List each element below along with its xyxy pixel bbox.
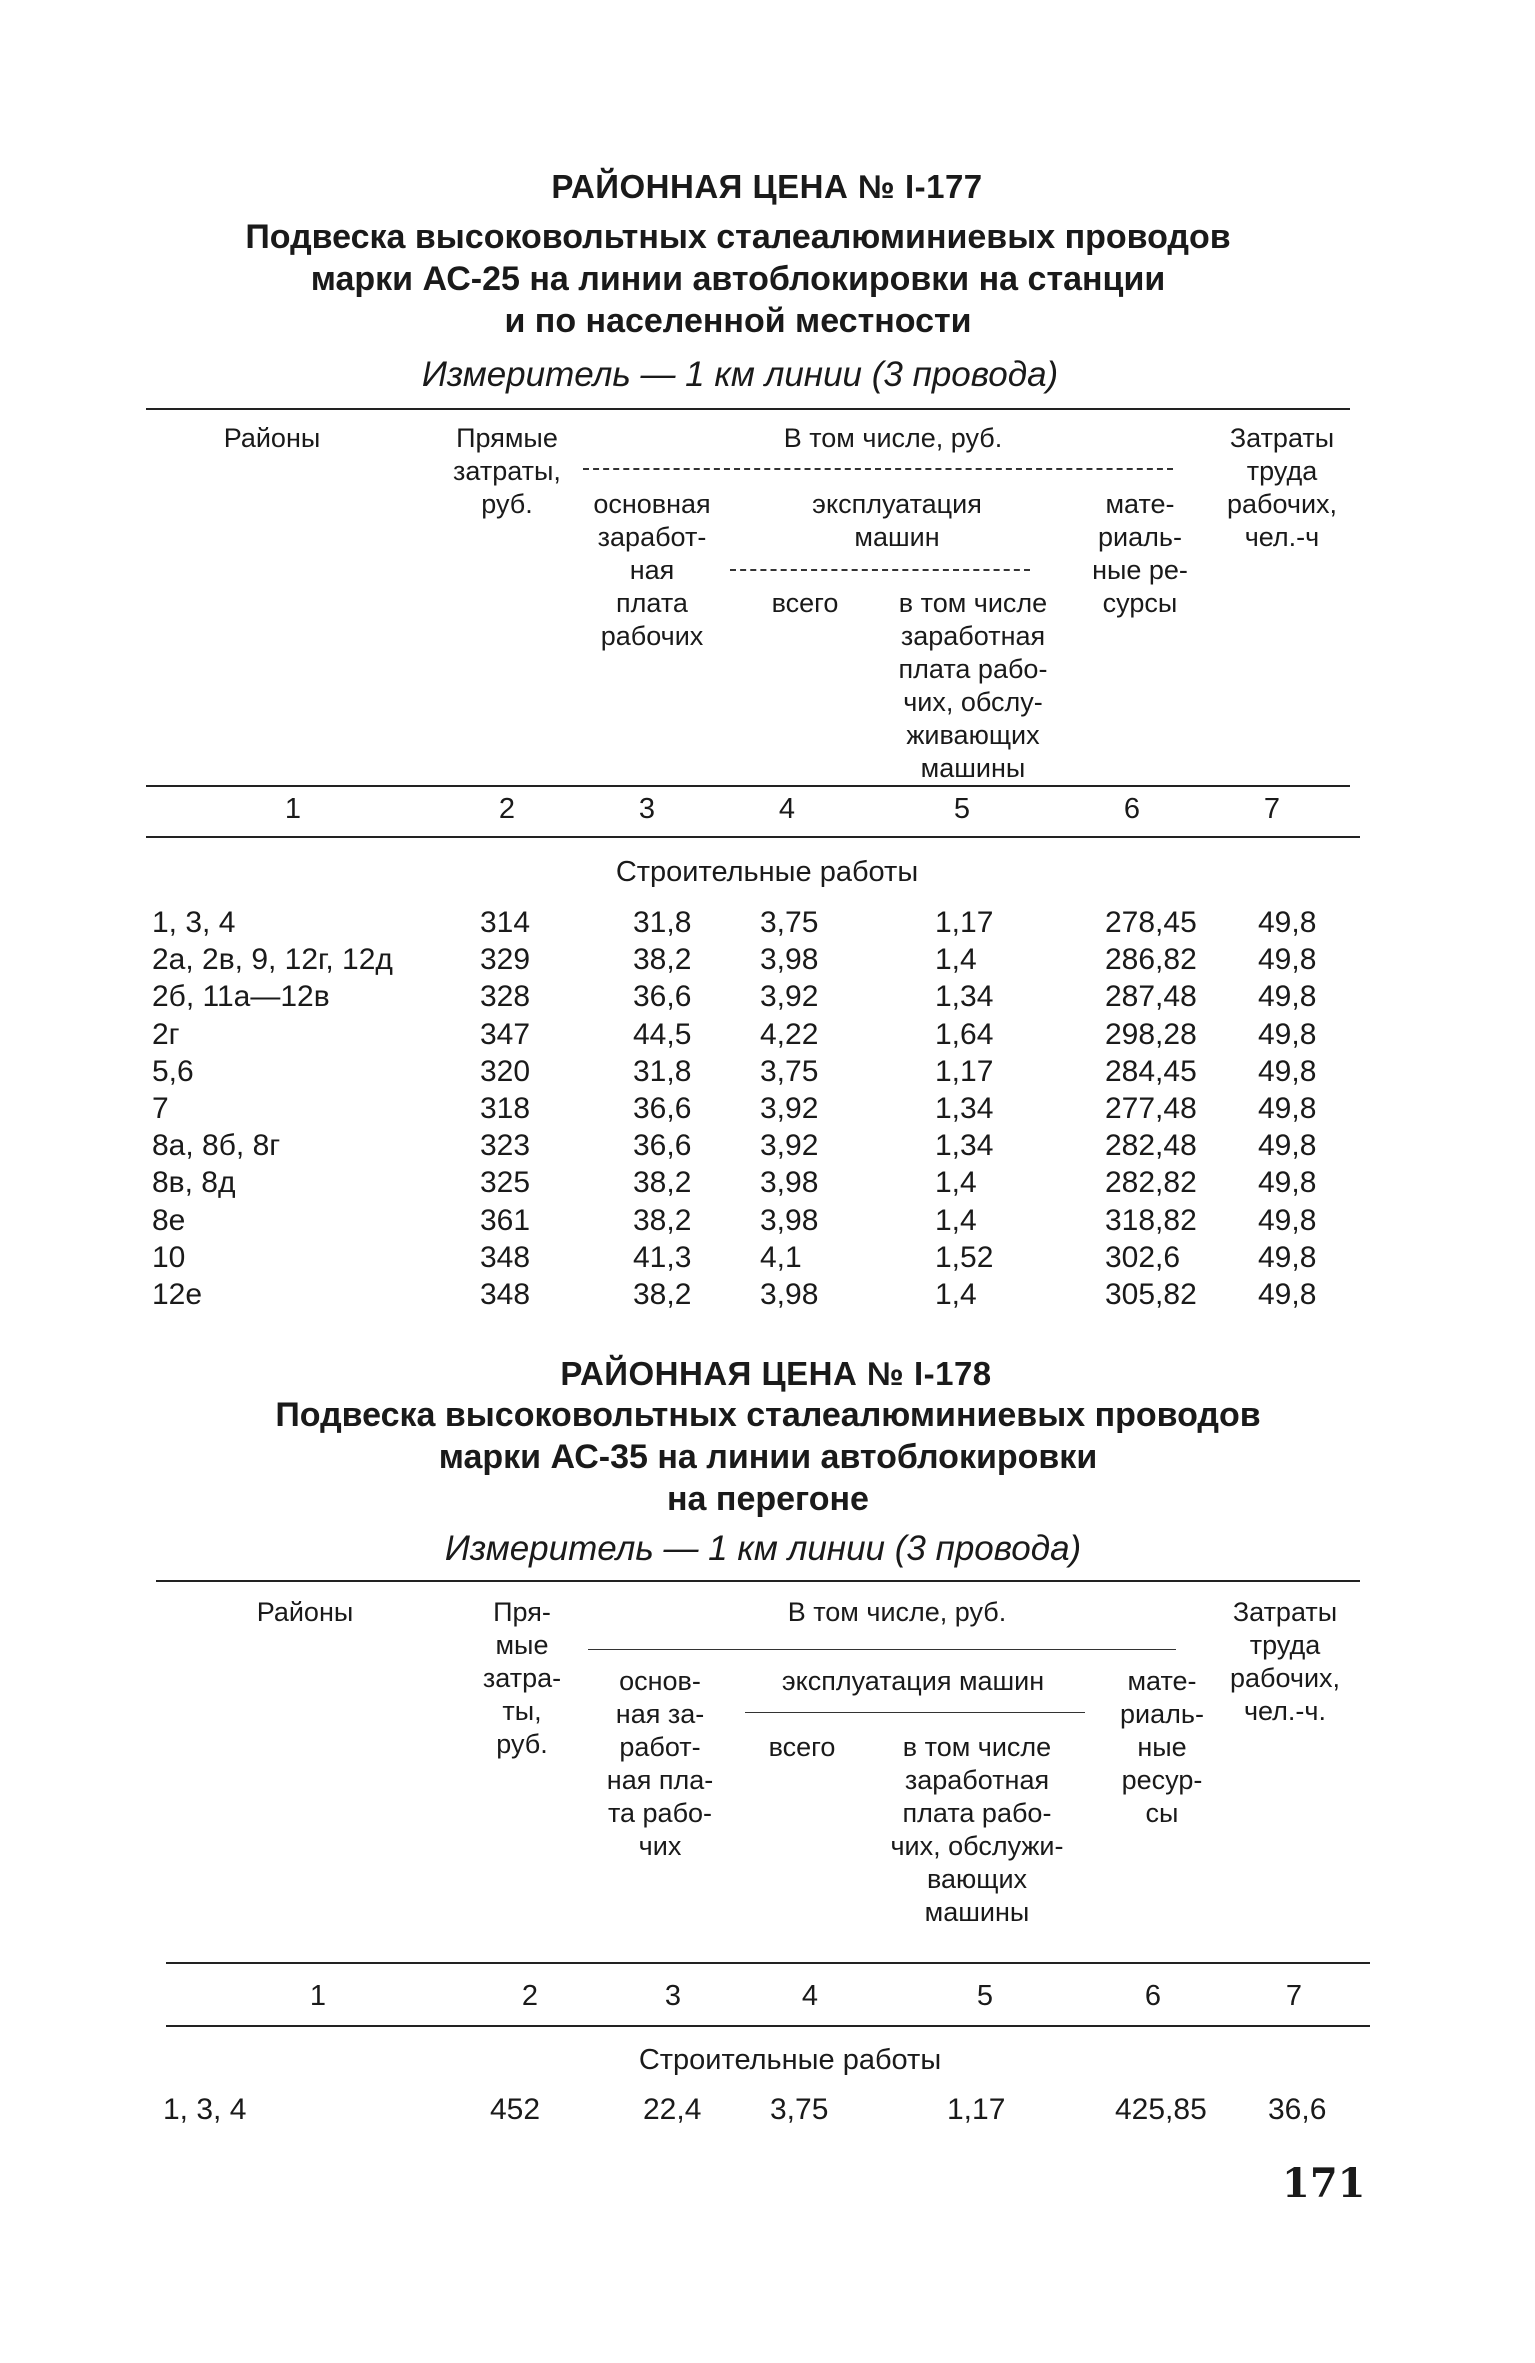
region-cell: 8а, 8б, 8г <box>152 1129 281 1163</box>
col-number: 5 <box>953 793 971 825</box>
region-cell: 10 <box>152 1240 186 1274</box>
price-title-2-line-3: на перегоне <box>667 1480 869 1518</box>
col-number: 7 <box>1285 1980 1303 2012</box>
table-1-top-rule <box>146 408 1350 410</box>
region-cell: 8е <box>152 1203 186 1237</box>
value-cell: 282,82 <box>1105 1166 1197 1200</box>
value-cell: 1,4 <box>935 943 977 977</box>
page-number: 171 <box>1282 2160 1366 2207</box>
value-cell: 286,82 <box>1105 943 1197 977</box>
value-cell: 49,8 <box>1258 943 1317 977</box>
value-cell: 1,17 <box>935 1054 994 1088</box>
value-cell: 36,6 <box>633 1129 692 1163</box>
value-cell: 49,8 <box>1258 906 1317 939</box>
header-wage-1: основная заработ- ная плата рабочих <box>593 489 711 651</box>
col-number: 3 <box>638 793 656 825</box>
region-cell: 2б, 11а—12в <box>152 980 330 1014</box>
value-cell: 1,17 <box>935 906 994 939</box>
value-cell: 348 <box>480 1278 531 1311</box>
value-cell: 347 <box>480 1017 531 1051</box>
region-cell: 8в, 8д <box>152 1166 236 1200</box>
header-divider-1 <box>583 468 1173 470</box>
region-cell: 2г <box>152 1017 180 1051</box>
col-number: 7 <box>1263 793 1281 825</box>
value-cell: 284,45 <box>1105 1054 1197 1088</box>
price-title-1-line-1: Подвеска высоковольтных сталеалюминиевых проводов <box>245 218 1231 256</box>
section-title-1: Строительные работы <box>615 856 919 888</box>
value-cell: 1,34 <box>935 980 994 1014</box>
value-cell: 3,75 <box>760 906 819 939</box>
price-title-2-line-2: марки АС-35 на линии автоблокировки <box>438 1438 1098 1476</box>
header-labor-2: Затраты труда рабочих, чел.-ч. <box>1229 1597 1341 1726</box>
region-cell: 2а, 2в, 9, 12г, 12д <box>152 943 393 977</box>
header-machines-2: эксплуатация машин <box>781 1666 1045 1696</box>
price-title-1-line-2: марки АС-25 на линии автоблокировки на станции <box>310 260 1166 298</box>
value-cell: 44,5 <box>633 1017 692 1051</box>
table-1-numbers-rule <box>146 836 1360 838</box>
value-cell: 38,2 <box>633 943 692 977</box>
value-cell: 36,6 <box>633 1092 692 1125</box>
header-regions-1: Районы <box>223 423 321 453</box>
value-cell: 31,8 <box>633 906 692 939</box>
price-title-2-line-1: Подвеска высоковольтных сталеалюминиевых проводов <box>275 1396 1261 1434</box>
value-cell: 1,4 <box>935 1166 977 1200</box>
region-cell: 5,6 <box>152 1054 194 1088</box>
value-cell: 3,98 <box>760 1278 819 1311</box>
value-cell: 328 <box>480 980 531 1014</box>
value-cell: 38,2 <box>633 1203 692 1237</box>
value-cell: 3,92 <box>760 1129 819 1163</box>
value-cell: 452 <box>490 2093 541 2126</box>
header-machines-total-1: всего <box>771 588 839 618</box>
value-cell: 49,8 <box>1258 1129 1317 1163</box>
table-2-numbers-rule <box>166 2025 1370 2027</box>
value-cell: 41,3 <box>633 1240 692 1274</box>
value-cell: 1,52 <box>935 1240 994 1274</box>
value-cell: 38,2 <box>633 1278 692 1311</box>
measure-unit-1: Измеритель — 1 км линии (3 провода) <box>421 355 1059 394</box>
table-2-top-rule <box>156 1580 1360 1582</box>
col-number: 6 <box>1144 1980 1162 2012</box>
header-labor-1: Затраты труда рабочих, чел.-ч <box>1226 423 1338 552</box>
value-cell: 3,75 <box>770 2093 829 2126</box>
value-cell: 361 <box>480 1203 531 1237</box>
value-cell: 3,98 <box>760 1166 819 1200</box>
price-heading-1: РАЙОННАЯ ЦЕНА № І-177 <box>551 168 983 205</box>
header-including-2: В том числе, руб. <box>787 1597 1007 1627</box>
col-number: 1 <box>284 793 302 825</box>
value-cell: 278,45 <box>1105 906 1197 939</box>
header-machines-total-2: всего <box>768 1732 836 1762</box>
value-cell: 318,82 <box>1105 1203 1197 1237</box>
value-cell: 329 <box>480 943 531 977</box>
value-cell: 38,2 <box>633 1166 692 1200</box>
value-cell: 49,8 <box>1258 1054 1317 1088</box>
header-machine-wage-1: в том числе заработная плата рабо- чих, обслу- живающих машины <box>898 588 1048 783</box>
value-cell: 3,98 <box>760 943 819 977</box>
value-cell: 4,22 <box>760 1017 819 1051</box>
price-heading-2: РАЙОННАЯ ЦЕНА № І-178 <box>560 1355 992 1392</box>
value-cell: 31,8 <box>633 1054 692 1088</box>
section-title-2: Строительные работы <box>638 2044 942 2076</box>
col-number: 3 <box>664 1980 682 2012</box>
value-cell: 49,8 <box>1258 980 1317 1014</box>
value-cell: 3,92 <box>760 980 819 1014</box>
region-cell: 1, 3, 4 <box>152 906 236 939</box>
header-machine-wage-2: в том числе заработная плата рабо- чих, обслужи- вающих машины <box>890 1732 1064 1927</box>
value-cell: 49,8 <box>1258 1092 1317 1125</box>
header-materials-2: мате- риаль- ные ресур- сы <box>1120 1666 1204 1828</box>
value-cell: 323 <box>480 1129 531 1163</box>
value-cell: 1,17 <box>947 2093 1006 2126</box>
value-cell: 277,48 <box>1105 1092 1197 1125</box>
header-including-1: В том числе, руб. <box>783 423 1003 453</box>
col-number: 4 <box>778 793 796 825</box>
header-wage-2: основ- ная за- работ- ная пла- та рабо- чих <box>606 1666 714 1861</box>
value-cell: 314 <box>480 906 531 939</box>
col-number: 5 <box>976 1980 994 2012</box>
value-cell: 298,28 <box>1105 1017 1197 1051</box>
value-cell: 49,8 <box>1258 1166 1317 1200</box>
value-cell: 49,8 <box>1258 1240 1317 1274</box>
value-cell: 22,4 <box>643 2093 702 2126</box>
value-cell: 348 <box>480 1240 531 1274</box>
header-direct-costs-2: Пря- мые затра- ты, руб. <box>482 1597 562 1759</box>
col-number: 6 <box>1123 793 1141 825</box>
col-number: 2 <box>521 1980 539 2012</box>
value-cell: 3,92 <box>760 1092 819 1125</box>
value-cell: 425,85 <box>1115 2093 1207 2126</box>
measure-unit-2: Измеритель — 1 км линии (3 провода) <box>444 1529 1082 1568</box>
value-cell: 1,34 <box>935 1092 994 1125</box>
value-cell: 325 <box>480 1166 531 1200</box>
header-regions-2: Районы <box>256 1597 354 1627</box>
table-1-header-rule <box>146 785 1350 787</box>
value-cell: 4,1 <box>760 1240 802 1274</box>
region-cell: 1, 3, 4 <box>163 2093 247 2126</box>
value-cell: 302,6 <box>1105 1240 1181 1274</box>
value-cell: 49,8 <box>1258 1017 1317 1051</box>
table-2-header-rule <box>166 1962 1370 1964</box>
header-direct-costs-1: Прямые затраты, руб. <box>453 423 561 519</box>
machines-divider-2 <box>745 1712 1085 1713</box>
region-cell: 7 <box>152 1092 169 1125</box>
col-number: 1 <box>309 1980 327 2012</box>
header-machines-1: эксплуатация машин <box>812 489 982 552</box>
value-cell: 318 <box>480 1092 531 1125</box>
value-cell: 305,82 <box>1105 1278 1197 1311</box>
value-cell: 3,98 <box>760 1203 819 1237</box>
value-cell: 36,6 <box>1268 2093 1327 2126</box>
value-cell: 49,8 <box>1258 1278 1317 1311</box>
value-cell: 320 <box>480 1054 531 1088</box>
value-cell: 1,34 <box>935 1129 994 1163</box>
value-cell: 36,6 <box>633 980 692 1014</box>
price-title-1-line-3: и по населенной местности <box>504 302 972 340</box>
value-cell: 1,4 <box>935 1203 977 1237</box>
value-cell: 282,48 <box>1105 1129 1197 1163</box>
value-cell: 1,64 <box>935 1017 994 1051</box>
region-cell: 12е <box>152 1278 203 1311</box>
value-cell: 49,8 <box>1258 1203 1317 1237</box>
col-number: 4 <box>801 1980 819 2012</box>
machines-divider-1 <box>730 569 1030 571</box>
value-cell: 3,75 <box>760 1054 819 1088</box>
header-materials-1: мате- риаль- ные ре- сурсы <box>1092 489 1188 618</box>
value-cell: 287,48 <box>1105 980 1197 1014</box>
value-cell: 1,4 <box>935 1278 977 1311</box>
header-divider-2 <box>588 1649 1176 1650</box>
col-number: 2 <box>498 793 516 825</box>
